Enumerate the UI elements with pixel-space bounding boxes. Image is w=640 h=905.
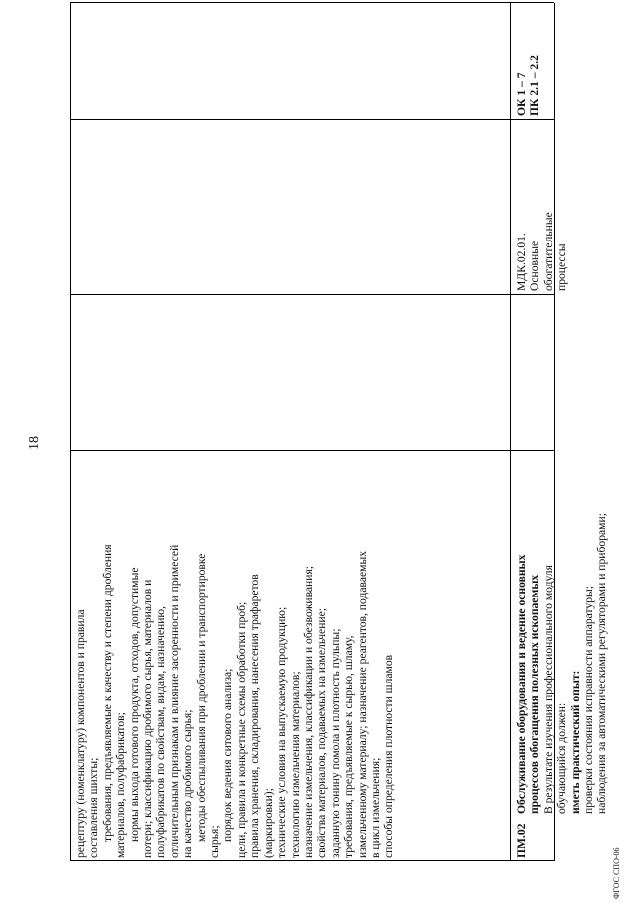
table-row-divider (510, 3, 511, 861)
list-item: в цикл измельчения; (368, 757, 382, 858)
module-text-line: наблюдения за автоматическими регуляторами и приборами; (595, 513, 609, 814)
module-text-line: проверки состояния исправности аппаратуры; (582, 585, 596, 814)
competence-pk: ПК 2.1 – 2.2 (528, 55, 542, 116)
list-item: порядок ведения ситового анализа; (221, 668, 235, 842)
list-item: требования, предъявляемые к сырью, шламу, (342, 635, 356, 858)
page-number: 18 (27, 436, 42, 450)
list-item: свойства материалов, подаваемых на измельчение; (315, 608, 329, 858)
module-subheading: иметь практический опыт: (568, 670, 582, 814)
list-item: полуфабрикатов по свойствам, видам, назначению, (154, 606, 168, 858)
competence-ok: ОК 1 – 7 (515, 72, 528, 116)
table-border-top (70, 3, 71, 861)
list-item: правила хранения, складирования, нанесения трафаретов (248, 574, 262, 858)
module-title: Обслуживание оборудования и ведение основных (515, 554, 528, 814)
mdk-code: МДК.02.01. (515, 233, 528, 291)
list-item: сырья; (208, 825, 222, 858)
list-item: назначение измельчения, классификации и обезвоживания; (301, 565, 315, 858)
table-column-divider (70, 450, 554, 451)
list-item: измельченному материалу; назначение реагентов, подаваемых (355, 550, 369, 858)
list-item: потери; классификацию дробимого сырья, материалов и (141, 579, 155, 858)
list-item: материалов, полуфабрикатов; (114, 712, 128, 858)
mdk-title: обогатительные (541, 212, 555, 291)
list-item: рецептуру (номенклатуру) компонентов и правила (74, 609, 87, 858)
table-border-left (70, 860, 554, 861)
module-text-line: В результате изучения профессионального модуля (541, 565, 555, 814)
list-item: заданную тонину помола и плотность пульпы; (328, 628, 342, 858)
module-text (515, 454, 609, 814)
continued-content-cell (74, 458, 396, 858)
mdk-title: Основные (528, 240, 542, 291)
table-column-divider (70, 294, 554, 295)
module-code: ПМ.02 (515, 823, 528, 858)
list-item: способы определения плотности шламов (382, 654, 396, 858)
list-item: составления шихты; (87, 757, 101, 858)
list-item: технические условия на выпускаемую продукцию; (275, 606, 289, 858)
mdk-title: процессы (555, 243, 569, 291)
list-item: цели, правила и конкретные схемы обработки проб; (234, 601, 248, 858)
list-item: на качество дробимого сырья; (181, 709, 195, 858)
mdk-cell (515, 201, 569, 291)
list-item: (маркировки); (261, 788, 275, 858)
list-item: отличительным признакам и влияние засоренности и примесей (167, 544, 181, 858)
list-item: методы обеспыливания при дроблении и транспортировке (194, 553, 208, 842)
table-column-divider (70, 119, 554, 120)
module-text-line: обучающийся должен: (555, 702, 569, 814)
list-item: требования, предъявляемые к качеству и степени дробления (100, 544, 114, 842)
competences-cell (515, 6, 542, 116)
list-item: нормы выхода готового продукта, отходов, допустимые (127, 567, 141, 842)
table-border-right (70, 2, 554, 3)
module-title: процессов обогащения полезных ископаемых (528, 574, 542, 814)
list-item: технологию измельчения материалов; (288, 671, 302, 858)
footer-label: ФГОС СПО-06 (612, 847, 621, 899)
